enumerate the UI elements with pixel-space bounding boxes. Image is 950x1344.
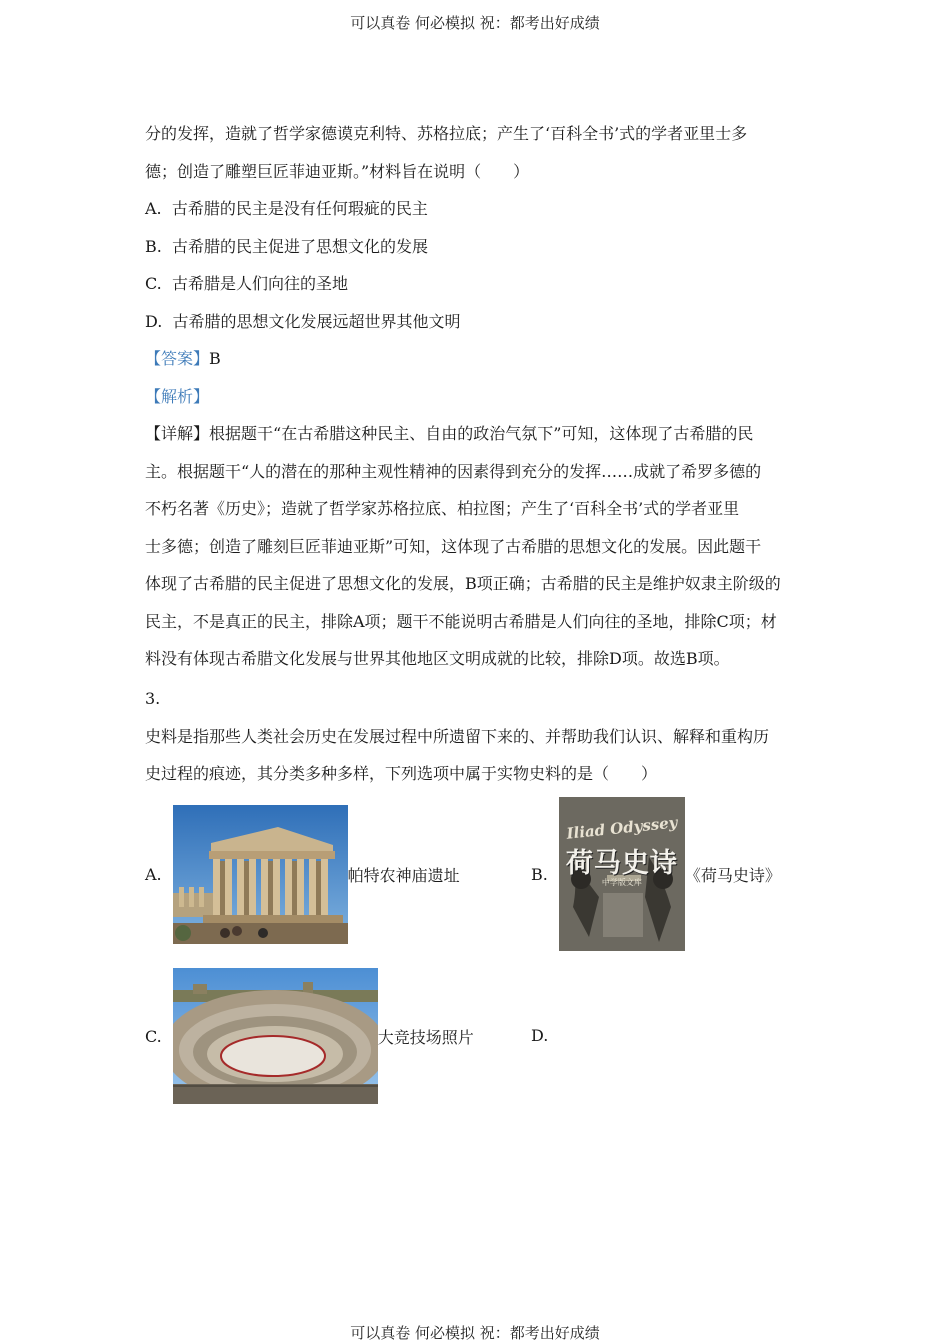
option-letter: D. <box>531 1026 549 1045</box>
detail-line: 民主，不是真正的民主，排除A项；题干不能说明古希腊是人们向往的圣地，排除C项；材 <box>145 611 777 631</box>
answer-value: B <box>209 349 221 368</box>
option-text: 古希腊的思想文化发展远超世界其他文明 <box>172 311 461 331</box>
q3-number: 3. <box>145 689 161 708</box>
q3-option-c <box>145 968 474 1104</box>
detail-line: 体现了古希腊的民主促进了思想文化的发展，B项正确；古希腊的民主是维护奴隶主阶级的 <box>145 574 781 593</box>
answer-line <box>145 344 810 382</box>
analysis-tag: 【解析】 <box>145 386 210 406</box>
option-letter: C. <box>145 1026 162 1046</box>
option-text: 古希腊是人们向往的圣地 <box>171 274 348 293</box>
q2-option-a <box>145 194 810 232</box>
detail-line: 士多德；创造了雕刻巨匠菲迪亚斯”可知，这体现了古希腊的思想文化的发展。因此题干 <box>145 536 762 556</box>
q3-option-b <box>531 797 781 951</box>
option-caption: 帕特农神庙遗址 <box>347 866 460 885</box>
analysis-line <box>145 382 810 420</box>
detail-line <box>145 419 810 457</box>
question-3-body <box>145 684 810 797</box>
detail-line: 不朽名著《历史》；造就了哲学家苏格拉底、柏拉图；产生了‘百科全书’式的学者亚里 <box>145 499 740 518</box>
detail-text: 根据题干“在古希腊这种民主、自由的政治气氛下”可知，这体现了古希腊的民 <box>209 424 754 443</box>
option-letter: D. <box>145 311 163 331</box>
parthenon-photo <box>173 805 348 944</box>
option-text: 古希腊的民主促进了思想文化的发展 <box>172 236 429 256</box>
option-letter: A. <box>145 199 162 218</box>
option-letter: A. <box>145 865 162 884</box>
option-letter: C. <box>145 274 162 293</box>
q2-option-d <box>145 307 810 345</box>
q2-stem-line: 德；创造了雕塑巨匠菲迪亚斯。”材料旨在说明（ ） <box>145 161 530 181</box>
page-footer: 可以真卷 何必模拟 祝：都考出好成绩 <box>350 1324 600 1342</box>
question-2-body <box>145 119 810 682</box>
page-header: 可以真卷 何必模拟 祝：都考出好成绩 <box>350 14 600 32</box>
book-title-cn: 荷马史诗 <box>565 848 678 879</box>
q2-option-c <box>145 269 810 307</box>
q2-stem-line: 分的发挥，造就了哲学家德谟克利特、苏格拉底；产生了‘百科全书’式的学者亚里士多 <box>145 124 748 143</box>
option-caption: 《荷马史诗》 <box>684 865 781 885</box>
q2-option-b <box>145 232 810 270</box>
arena-photo <box>173 968 378 1104</box>
option-letter: B. <box>531 864 548 884</box>
q3-stem-line: 史过程的痕迹，其分类多种多样，下列选项中属于实物史料的是（ ） <box>145 764 658 783</box>
q3-option-d <box>531 1026 559 1045</box>
option-letter: B. <box>145 236 162 256</box>
q3-option-a <box>145 805 460 944</box>
option-caption: 大竞技场照片 <box>377 1027 474 1047</box>
option-text: 古希腊的民主是没有任何瑕疵的民主 <box>171 199 428 218</box>
detail-line: 料没有体现古希腊文化发展与世界其他地区文明成就的比较，排除D项。故选B项。 <box>145 649 730 668</box>
book-subtitle: 中学版文库 <box>601 878 642 887</box>
q3-stem-line: 史料是指那些人类社会历史在发展过程中所遗留下来的、并帮助我们认识、解释和重构历 <box>145 726 770 746</box>
detail-line: 主。根据题干“人的潜在的那种主观性精神的因素得到充分的发挥……成就了希罗多德的 <box>145 461 762 481</box>
book-title-en: Iliad Odyssey <box>565 813 679 843</box>
book-cover-image <box>559 797 685 951</box>
detail-tag: 【详解】 <box>145 424 210 443</box>
answer-tag: 【答案】 <box>145 349 210 368</box>
